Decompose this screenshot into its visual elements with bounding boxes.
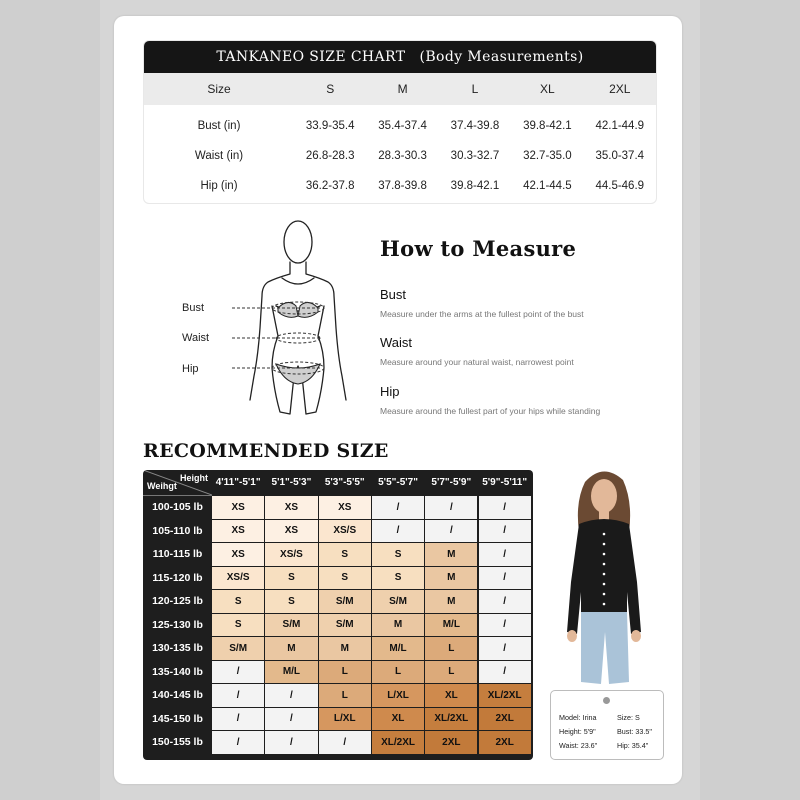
height-header: 5'9"-5'11": [482, 477, 528, 488]
weight-label: 100-105 lb: [152, 501, 203, 514]
size-cell: /: [372, 496, 424, 519]
measure-item-desc: Measure under the arms at the fullest point of the bust: [380, 309, 584, 319]
size-cell: /: [479, 590, 531, 613]
size-cell: /: [479, 637, 531, 660]
table-cell: 42.1-44.9: [595, 120, 645, 132]
weight-label: 115-120 lb: [152, 571, 203, 584]
table-cell: 44.5-46.9: [595, 180, 645, 192]
measure-item-waist: [380, 335, 574, 367]
size-cell: /: [479, 614, 531, 637]
model-hip: Hip: 35.4": [617, 741, 649, 750]
weight-label: 135-140 lb: [152, 665, 203, 678]
size-cell: /: [479, 543, 531, 566]
body-outline-figure: [232, 216, 362, 422]
size-cell: XS: [265, 520, 317, 543]
size-cell: L: [425, 637, 477, 660]
size-cell: S/M: [265, 614, 317, 637]
size-cell: XS: [212, 496, 264, 519]
corner-cell: [143, 470, 212, 496]
size-cell: S/M: [319, 614, 371, 637]
header-cell: L: [471, 82, 479, 96]
weight-label: 110-115 lb: [152, 548, 203, 561]
table-cell: 36.2-37.8: [305, 180, 355, 192]
measure-item-title: Waist: [380, 335, 413, 350]
size-cell: S: [212, 614, 264, 637]
size-cell: M: [425, 543, 477, 566]
size-cell: M/L: [372, 637, 424, 660]
figure-label-bust: Bust: [182, 302, 205, 314]
size-cell: XL: [425, 684, 477, 707]
size-cell: M: [265, 637, 317, 660]
weight-label: 150-155 lb: [152, 736, 203, 749]
size-cell: /: [212, 684, 264, 707]
weight-label: 125-130 lb: [152, 618, 203, 631]
height-header: 5'7"-5'9": [431, 477, 472, 488]
measure-item-title: Bust: [380, 287, 407, 302]
model-waist: Waist: 23.6": [559, 741, 598, 750]
table-row: [144, 141, 656, 171]
size-cell: S: [265, 567, 317, 590]
measure-item-title: Hip: [380, 384, 400, 399]
size-cell: L/XL: [372, 684, 424, 707]
table-cell: 39.8-42.1: [450, 180, 500, 192]
table-cell: 42.1-44.5: [523, 180, 572, 192]
size-cell: 2XL: [425, 731, 477, 754]
header-cell: XL: [540, 82, 555, 96]
size-cell: S/M: [212, 637, 264, 660]
size-cell: /: [425, 520, 477, 543]
size-cell: S: [319, 567, 371, 590]
size-cell: M: [425, 590, 477, 613]
size-cell: XL/2XL: [372, 731, 424, 754]
size-cell: /: [265, 708, 317, 731]
how-to-measure-title: How to Measure: [380, 236, 577, 261]
table-cell: 32.7-35.0: [523, 150, 572, 162]
size-cell: XS: [212, 520, 264, 543]
table-cell: 26.8-28.3: [305, 150, 355, 162]
size-cell: M: [372, 614, 424, 637]
size-cell: XS/S: [265, 543, 317, 566]
table-cell: 33.9-35.4: [305, 120, 355, 132]
size-cell: S: [265, 590, 317, 613]
measure-item-desc: Measure around the fullest part of your hips while standing: [380, 406, 601, 416]
size-cell: S: [372, 543, 424, 566]
size-chart-title: TANKANEO SIZE CHART: [216, 49, 406, 65]
height-header: 4'11"-5'1": [215, 477, 261, 488]
size-cell: XL: [372, 708, 424, 731]
size-cell: /: [265, 684, 317, 707]
header-cell: 2XL: [609, 82, 631, 96]
size-cell: /: [265, 731, 317, 754]
measure-item-hip: [380, 384, 600, 416]
size-cell: XS/S: [319, 520, 371, 543]
size-chart-header: [144, 73, 656, 105]
size-cell: XS: [212, 543, 264, 566]
table-row: [144, 171, 656, 201]
recommended-title: RECOMMENDED SIZE: [143, 440, 389, 462]
measure-item-bust: [380, 287, 584, 319]
weight-label: 105-110 lb: [152, 524, 203, 537]
size-cell: /: [479, 496, 531, 519]
model-info-card: [550, 690, 664, 760]
corner-height-label: Height: [180, 473, 208, 483]
size-cell: L: [319, 661, 371, 684]
size-cell: L: [372, 661, 424, 684]
size-cell: /: [212, 708, 264, 731]
card-dot: [603, 697, 610, 704]
table-cell: 35.0-37.4: [595, 150, 645, 162]
size-cell: XS: [319, 496, 371, 519]
weight-label: 120-125 lb: [152, 595, 203, 608]
model-size: Size: S: [617, 713, 640, 722]
size-cell: M: [319, 637, 371, 660]
recommended-size-table: [143, 470, 533, 760]
size-cell: /: [212, 661, 264, 684]
figure-label-waist: Waist: [182, 332, 210, 344]
size-cell: 2XL: [479, 708, 531, 731]
size-cell: XS/S: [212, 567, 264, 590]
size-cell: /: [479, 661, 531, 684]
size-cell: S/M: [372, 590, 424, 613]
table-cell: 39.8-42.1: [523, 120, 572, 132]
size-cell: M/L: [265, 661, 317, 684]
row-label: Waist (in): [194, 150, 244, 162]
header-cell: Size: [207, 82, 231, 96]
weight-label: 145-150 lb: [152, 712, 203, 725]
table-cell: 37.8-39.8: [378, 180, 427, 192]
size-cell: L: [319, 684, 371, 707]
size-cell: 2XL: [479, 731, 531, 754]
size-cell: S: [319, 543, 371, 566]
size-cell: L/XL: [319, 708, 371, 731]
table-cell: 35.4-37.4: [378, 120, 427, 132]
header-cell: S: [326, 82, 335, 96]
size-cell: /: [425, 496, 477, 519]
table-cell: 28.3-30.3: [378, 150, 427, 162]
table-cell: 37.4-39.8: [450, 120, 500, 132]
size-cell: XL/2XL: [479, 684, 531, 707]
size-cell: S/M: [319, 590, 371, 613]
weight-label: 130-135 lb: [152, 642, 203, 655]
table-row: [144, 111, 656, 141]
model-height: Height: 5'9": [559, 727, 596, 736]
size-cell: /: [479, 567, 531, 590]
height-header: 5'3"-5'5": [324, 477, 365, 488]
measure-item-desc: Measure around your natural waist, narrowest point: [380, 357, 574, 367]
size-cell: M: [425, 567, 477, 590]
table-cell: 30.3-32.7: [450, 150, 500, 162]
figure-label-hip: Hip: [182, 363, 199, 375]
header-cell: M: [397, 82, 408, 96]
row-label: Bust (in): [197, 120, 241, 132]
weight-label: 140-145 lb: [152, 689, 203, 702]
size-chart: [143, 40, 657, 204]
model-photo: [545, 462, 663, 690]
size-chart-subtitle: (Body Measurements): [419, 49, 584, 65]
size-cell: S: [212, 590, 264, 613]
size-cell: /: [372, 520, 424, 543]
size-cell: /: [479, 520, 531, 543]
model-name: Model: Irina: [559, 713, 597, 722]
model-bust: Bust: 33.5": [617, 727, 652, 736]
size-cell: XS: [265, 496, 317, 519]
size-cell: XL/2XL: [425, 708, 477, 731]
size-cell: M/L: [425, 614, 477, 637]
row-label: Hip (in): [200, 180, 238, 192]
size-cell: /: [212, 731, 264, 754]
height-header: 5'1"-5'3": [271, 477, 312, 488]
size-chart-title-bar: [144, 41, 656, 73]
corner-weight-label: Weihgt: [147, 481, 177, 491]
size-cell: /: [319, 731, 371, 754]
size-cell: L: [425, 661, 477, 684]
size-cell: S: [372, 567, 424, 590]
height-header: 5'5"-5'7": [378, 477, 418, 488]
